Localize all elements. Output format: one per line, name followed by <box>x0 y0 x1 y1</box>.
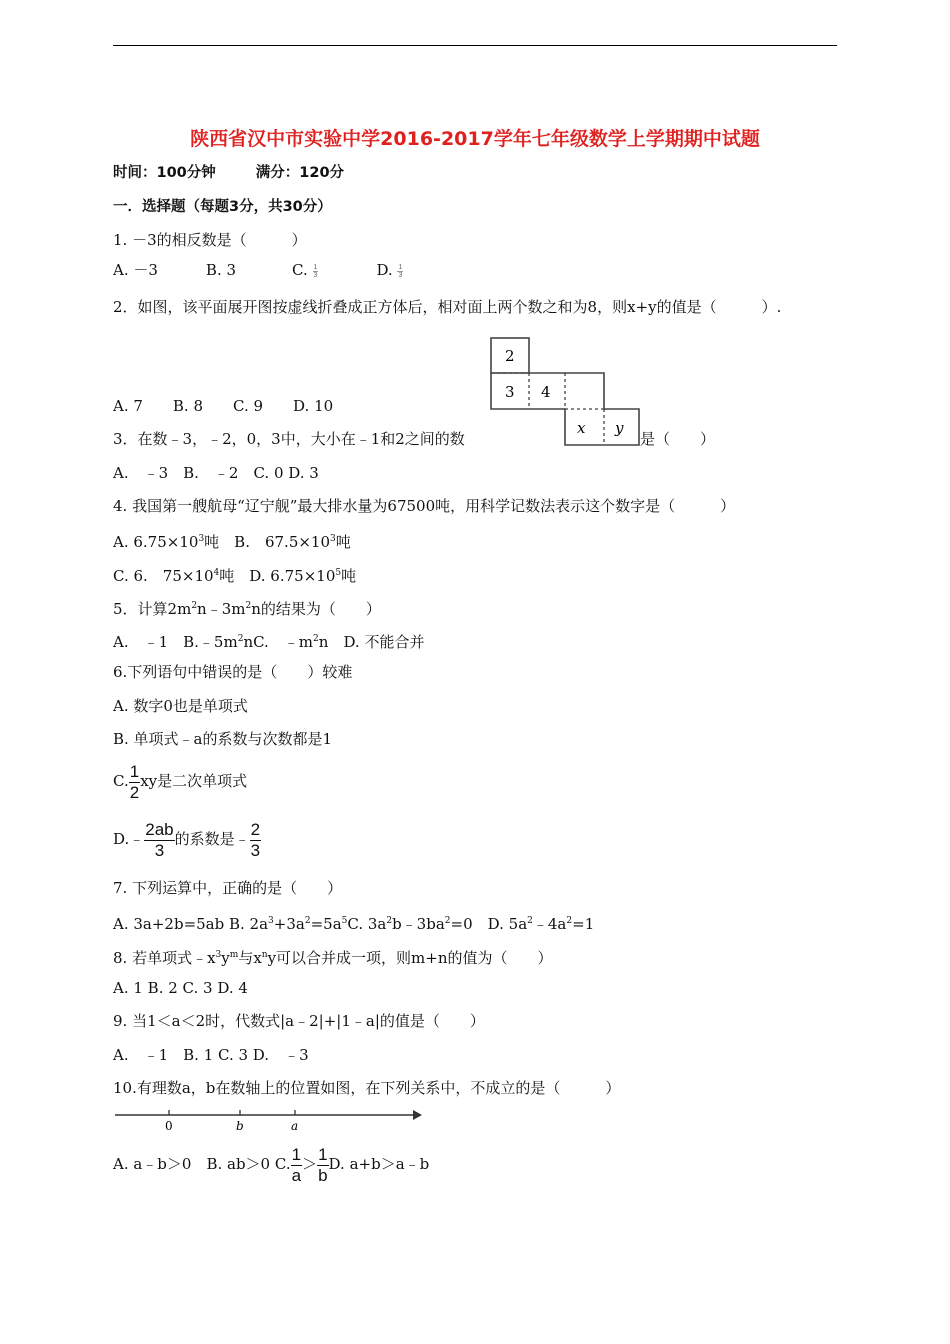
time-label: 时间：100分钟 <box>113 165 216 181</box>
axis-label-zero: 0 <box>165 1119 173 1133</box>
header-rule <box>113 45 837 46</box>
question-2: 2．如图，该平面展开图按虚线折叠成正方体后，相对面上两个数之和为8，则x+y的值是（ ）. <box>113 298 782 316</box>
question-4-options-ab: A. $6.75\times 10^3$吨 B. $67.5\times 10^3$吨 <box>113 533 351 551</box>
question-9-options: A. ﹣1 B. 1 C. 3 D. ﹣3 <box>113 1046 309 1064</box>
q1-option-b: B. 3 <box>205 261 237 279</box>
question-6-option-c: C. $\frac{1}{2}$ xy是二次单项式 <box>113 761 248 802</box>
page-title: 陕西省汉中市实验中学2016-2017学年七年级数学上学期期中试题 <box>190 128 760 150</box>
question-6-option-d: D.﹣ $\frac{2ab}{3}$ 的系数是﹣ $\frac{2}{3}$ <box>113 819 261 860</box>
q1-option-c: C. <box>292 261 308 279</box>
question-3: 3．在数﹣3，﹣2，0，3中，大小在﹣1和2之间的数 <box>113 430 465 448</box>
number-line-figure <box>113 1104 423 1134</box>
net-label-x: x <box>577 419 586 437</box>
question-5: 5．计算$2m^2n﹣3m^2n$的结果为（ ） <box>113 600 381 618</box>
section-heading: 一．选择题（每题3分，共30分） <box>113 199 332 215</box>
q6-d-fraction: $\frac{2ab}{3}$ <box>145 819 174 860</box>
question-10: 10.有理数a，b在数轴上的位置如图，在下列关系中，不成立的是（ ） <box>113 1079 621 1097</box>
q1-option-c-fraction: $\frac{1}{3}$ <box>313 263 318 279</box>
question-7-options: A. 3a+2b=5ab B. $2a^3+3a^2=5a^5C$. $3a^2b﹣3ba^2=0$ D. $5a^2﹣4a^2=1$ <box>113 915 595 933</box>
q1-option-d-fraction: $\frac{1}{3}$ <box>398 263 403 279</box>
cube-net-figure <box>488 336 643 448</box>
score-label: 满分：120分 <box>255 165 345 181</box>
question-3-options: A. ﹣3 B. ﹣2 C. 0 D. 3 <box>113 464 319 482</box>
question-8: 8. 若单项式$﹣x^3y^m$与$x^ny$可以合并成一项，则m+n的值为（ ） <box>113 949 553 967</box>
question-9: 9. 当1＜a＜2时，代数式|a﹣2|+|1﹣a|的值是（ ） <box>113 1012 485 1030</box>
question-1: 1. －3的相反数是（ ） <box>113 231 307 249</box>
q1-option-d: D. <box>376 261 393 279</box>
q10-c-fraction-left: $\frac{1}{a}$ <box>291 1144 302 1185</box>
question-8-options: A. 1 B. 2 C. 3 D. 4 <box>113 979 248 997</box>
question-3-tail: 是（ ） <box>640 430 716 448</box>
net-label-2: 2 <box>505 347 515 365</box>
net-label-3: 3 <box>505 383 515 401</box>
q10-c-fraction-right: $\frac{1}{b}$ <box>318 1144 328 1185</box>
axis-label-a: a <box>291 1119 299 1133</box>
question-6-option-b: B. 单项式﹣a的系数与次数都是1 <box>113 730 333 748</box>
number-line-arrow-icon <box>413 1110 422 1120</box>
net-label-y: y <box>615 419 624 437</box>
question-2-options: A. 7 B. 8 C. 9 D. 10 <box>113 397 334 415</box>
question-1-options <box>113 260 403 280</box>
question-5-options: A. ﹣1 $B.﹣5m^2nC$. $﹣m^2n$ D. 不能合并 <box>113 633 425 651</box>
q6-d-coefficient-fraction: $\frac{2}{3}$ <box>250 819 261 860</box>
exam-info <box>113 163 344 183</box>
q6-c-fraction: $\frac{1}{2}$ <box>129 761 140 802</box>
question-6-option-a: A. 数字0也是单项式 <box>113 697 248 715</box>
question-4-options-cd: C. 6. $75\times 10^4$吨 D. $6.75\times 10^5$吨 <box>113 567 357 585</box>
question-10-options: A. a﹣b＞0 B. ab＞0 C. $\frac{1}{a}$ ＞ $\frac{1}{b}$ D. a+b＞a﹣b <box>113 1144 430 1185</box>
q1-option-a: A. －3 <box>113 261 158 279</box>
question-4: 4. 我国第一艘航母“辽宁舰”最大排水量为67500吨，用科学记数法表示这个数字是（ ） <box>113 497 736 515</box>
net-label-4: 4 <box>541 383 551 401</box>
question-7: 7. 下列运算中，正确的是（ ） <box>113 879 343 897</box>
question-6: 6.下列语句中错误的是（ ）较难 <box>113 663 353 681</box>
axis-label-b: b <box>236 1119 244 1133</box>
